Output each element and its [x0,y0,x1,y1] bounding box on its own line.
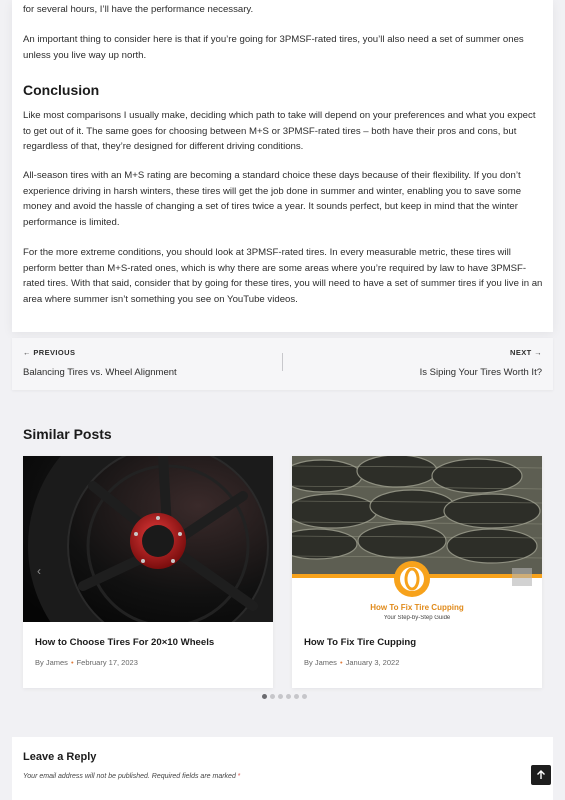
previous-post-link[interactable] [23,348,177,378]
post-title[interactable]: How to Choose Tires For 20×10 Wheels [35,637,215,648]
article-content [12,0,553,332]
image-caption-title: How To Fix Tire Cupping [370,603,464,612]
conclusion-heading: Conclusion [23,82,100,98]
carousel-dot[interactable] [278,694,283,699]
carousel-dot[interactable] [302,694,307,699]
reply-note-text: Your email address will not be published. Required fields are marked [23,773,236,780]
article-paragraph: for several hours, I’ll have the performance necessary. [23,4,254,15]
tires-image [292,456,542,622]
next-post-title[interactable]: Is Siping Your Tires Worth It? [419,367,542,378]
next-label: NEXT → [510,348,542,357]
carousel-dot[interactable] [286,694,291,699]
post-navigation [12,338,553,390]
article-paragraph: All-season tires with an M+S rating are becoming a standard choice these days because of their flexibility. If you don’t experience driving in harsh winters, these tires will get the job done in summer and winter, enabling you to save some money and avoid the hassle of changing a set of tires twice a year. It sounds perfect, but keep in mind that the winter performance is limited. [23,170,522,228]
reply-heading: Leave a Reply [23,751,97,763]
reply-note [23,773,241,780]
previous-post-title[interactable]: Balancing Tires vs. Wheel Alignment [23,367,177,378]
similar-posts-heading: Similar Posts [23,426,112,442]
similar-post-card[interactable] [292,456,542,688]
post-author[interactable]: By James [304,658,337,667]
chevron-left-icon[interactable]: ‹ [37,564,41,578]
carousel-dot[interactable] [294,694,299,699]
post-meta [35,658,138,667]
article-paragraph: Like most comparisons I usually make, deciding which path to take will depend on your preferences and what you expect to get out of it. The same goes for choosing between M+S or 3PMSF-rated tires – both have their pros and cons, but regardless of that, they’re designed for different driving conditions. [23,110,536,153]
article-paragraph: For the more extreme conditions, you should look at 3PMSF-rated tires. In every measurable metric, these tires will perform better than M+S-rated ones, which is why there are some areas where you’re required by law to have 3PMSF-rated tires. With that said, consider that by going for these tires, you will need to have a set of summer tires if you live in an area where summer isn’t something you see on YouTube videos. [23,247,543,305]
nav-divider [282,353,283,371]
next-post-link[interactable] [420,348,542,378]
post-thumbnail[interactable] [23,456,273,622]
comment-form [12,737,553,800]
chevron-up-icon [536,770,546,780]
carousel-dot[interactable] [270,694,275,699]
previous-label: ← PREVIOUS [23,348,76,357]
post-date: January 3, 2022 [345,658,400,667]
wheel-image [23,456,273,622]
required-mark: * [237,773,241,780]
post-title[interactable]: How To Fix Tire Cupping [304,637,417,648]
carousel-dots [262,694,307,699]
post-meta [304,658,399,667]
post-date: February 17, 2023 [76,658,138,667]
carousel-next-button[interactable] [512,568,532,586]
similar-post-card[interactable] [23,456,273,688]
post-thumbnail[interactable] [292,456,542,622]
image-caption-subtitle: Your Step-by-Step Guide [383,615,451,621]
carousel-dot[interactable] [262,694,267,699]
meta-separator: • [339,658,343,667]
back-to-top-button[interactable] [531,765,551,785]
post-author[interactable]: By James [35,658,68,667]
article-paragraph: An important thing to consider here is that if you’re going for 3PMSF-rated tires, you’ll also need a set of summer ones unless you live way up north. [23,34,524,61]
meta-separator: • [70,658,74,667]
